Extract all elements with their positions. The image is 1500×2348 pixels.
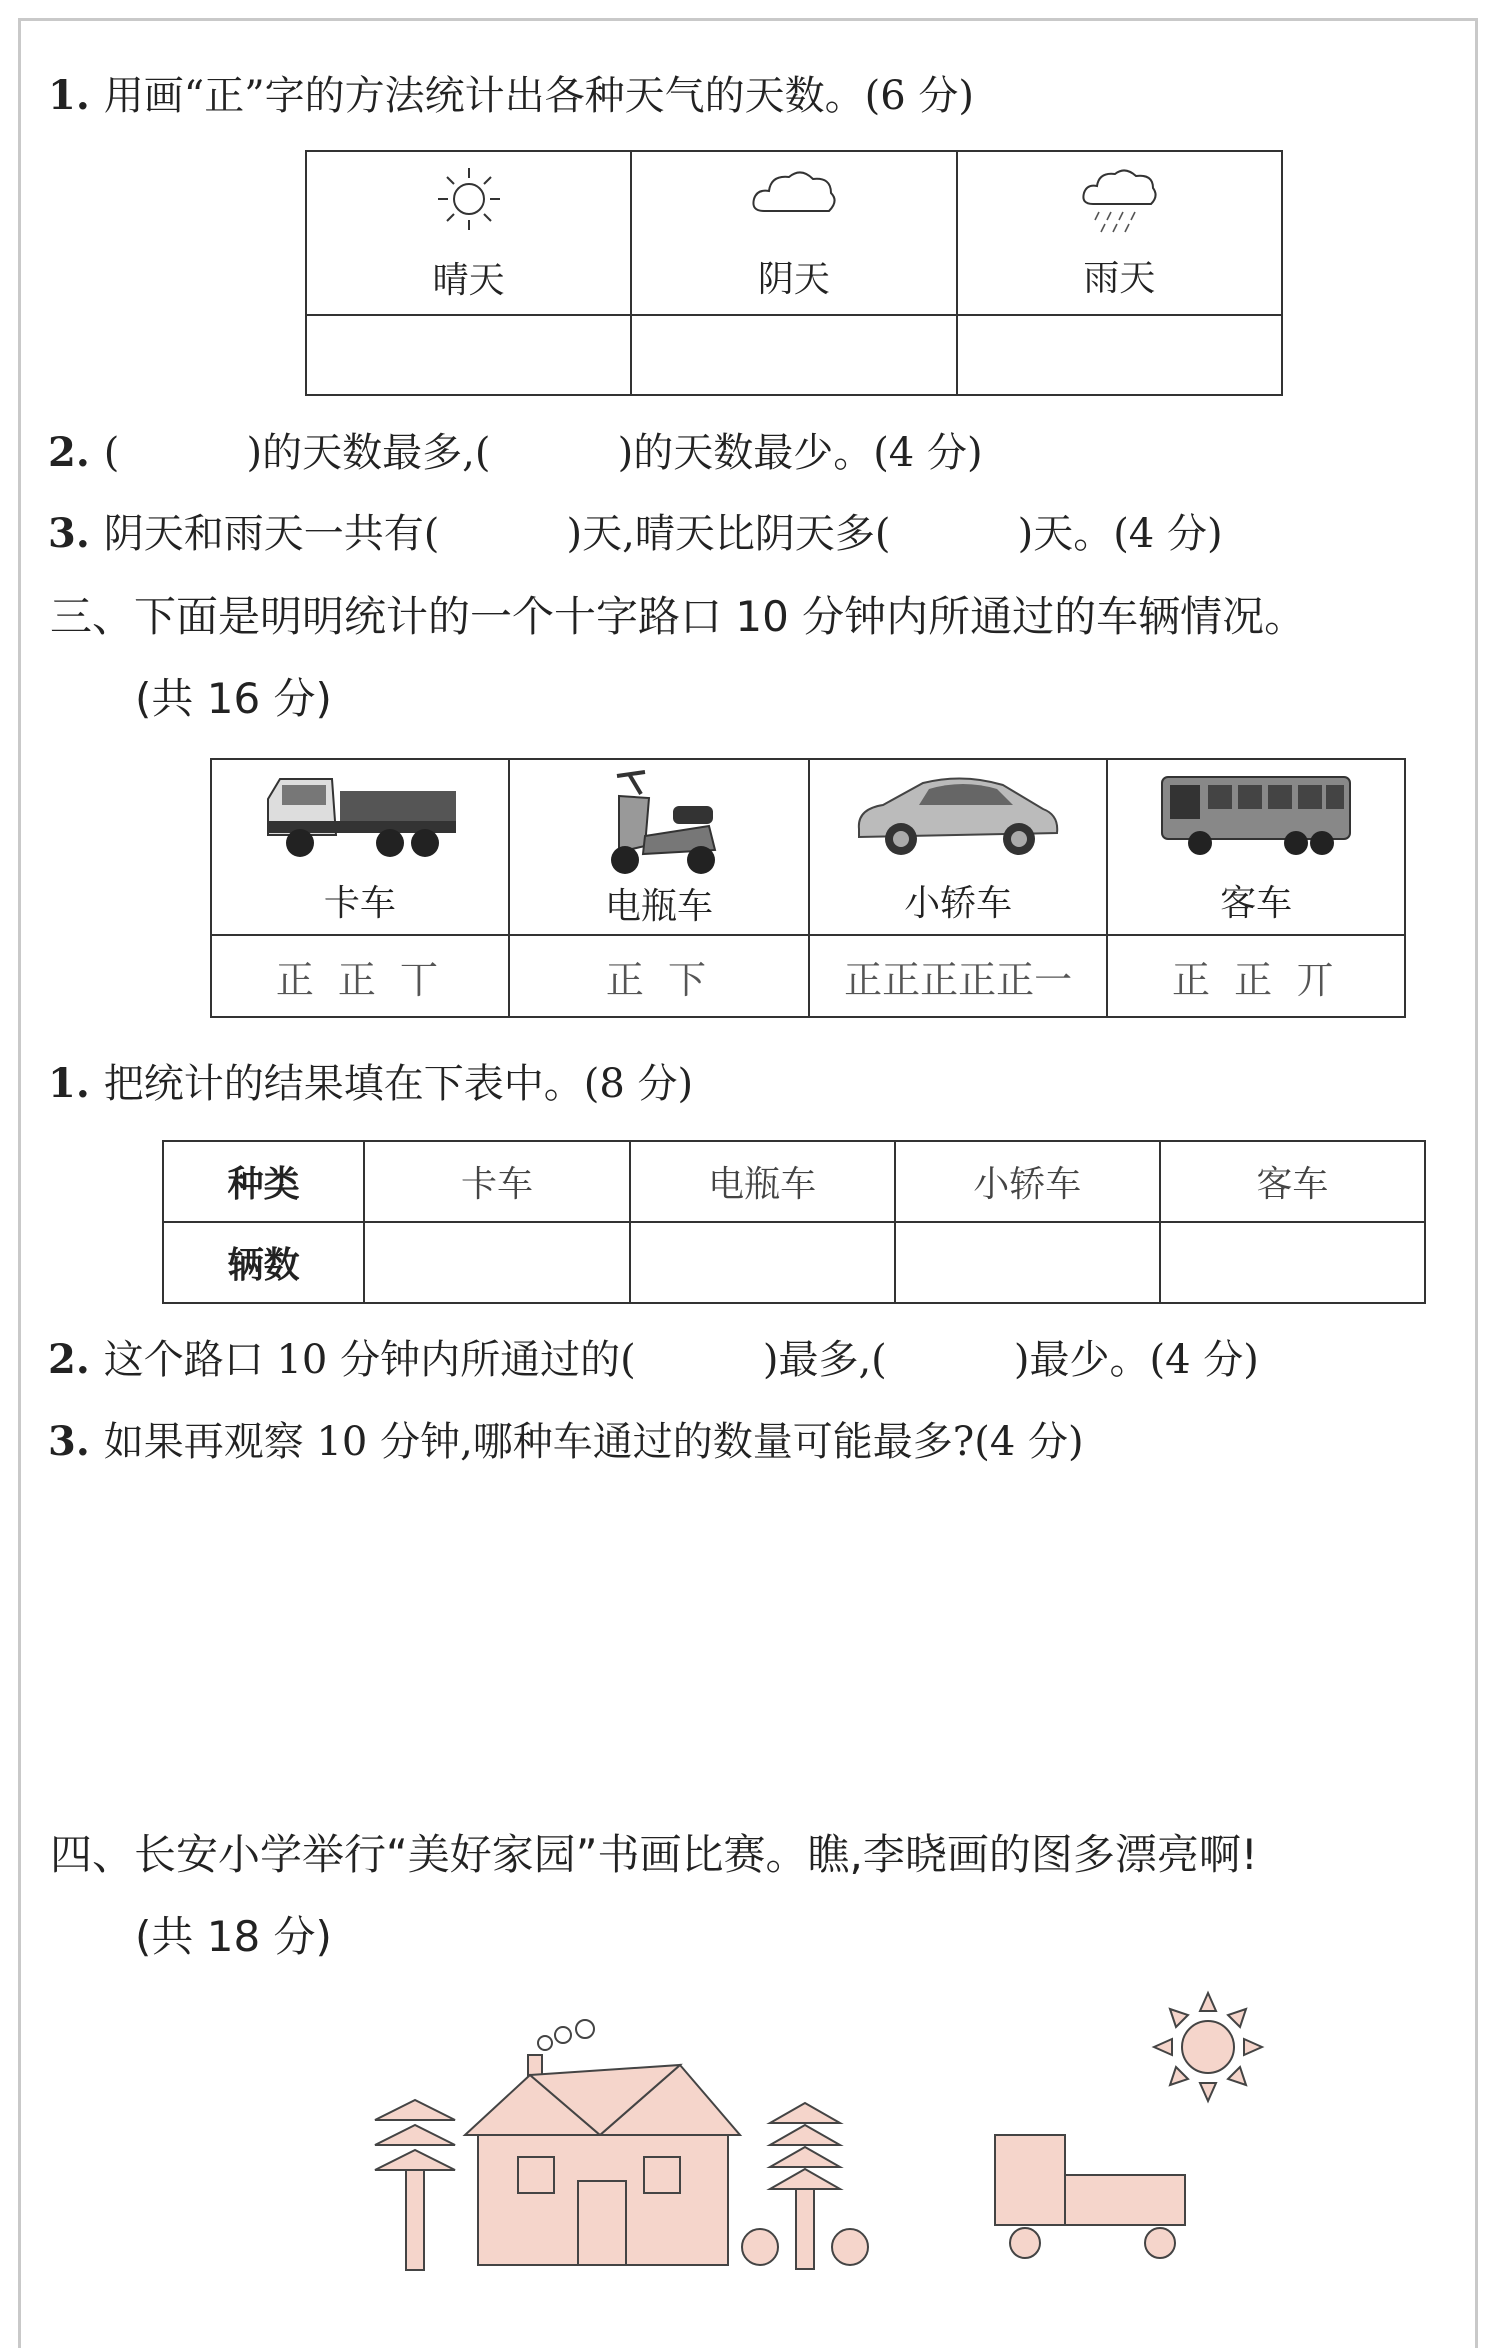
tree-right-shape (770, 2103, 840, 2269)
result-count-bus[interactable] (1160, 1222, 1425, 1303)
cloud-icon (749, 165, 839, 221)
vehicle-label-bus: 客车 (1220, 882, 1293, 924)
weather-answer-sunny[interactable] (306, 315, 631, 395)
rain-icon (1079, 166, 1159, 236)
tally-car: 正正正正正一 (809, 935, 1107, 1017)
vehicle-tally-table (210, 758, 1406, 1018)
result-head-count: 辆数 (163, 1222, 364, 1303)
result-head-kind: 种类 (163, 1141, 364, 1222)
weather-answer-cloudy[interactable] (631, 315, 956, 395)
section-3-question-2: 2. 这个路口 10 分钟内所通过的( )最多,( )最少。(4 分) (48, 1336, 1259, 1383)
sun-shape (1154, 1993, 1262, 2101)
weather-col-cloudy (631, 151, 956, 315)
vehicle-label-truck: 卡车 (323, 882, 396, 924)
vehicle-col-scooter (509, 759, 809, 935)
section-3-question-1: 1. 把统计的结果填在下表中。(8 分) (48, 1060, 694, 1107)
question-2: 2. ( )的天数最多,( )的天数最少。(4 分) (48, 429, 983, 476)
question-1: 1. 用画“正”字的方法统计出各种天气的天数。(6 分) (48, 72, 975, 119)
vehicle-col-bus (1107, 759, 1405, 935)
section-3-score: (共 16 分) (135, 674, 332, 723)
weather-label-cloudy: 阴天 (757, 258, 830, 300)
result-table (162, 1140, 1426, 1304)
result-header-truck: 卡车 (364, 1141, 629, 1222)
vehicle-col-truck (211, 759, 509, 935)
section-3-title: 三、下面是明明统计的一个十字路口 10 分钟内所通过的车辆情况。 (50, 592, 1307, 641)
tally-truck: 正 正 丅 (211, 935, 509, 1017)
vehicle-col-car (809, 759, 1107, 935)
result-count-car[interactable] (895, 1222, 1160, 1303)
result-header-car: 小轿车 (895, 1141, 1160, 1222)
tally-bus: 正 正 丌 (1107, 935, 1405, 1017)
truck-shape (995, 2135, 1185, 2258)
result-header-bus: 客车 (1160, 1141, 1425, 1222)
result-count-scooter[interactable] (630, 1222, 895, 1303)
weather-label-rainy: 雨天 (1083, 257, 1156, 299)
shape-drawing (360, 1985, 1280, 2295)
result-header-scooter: 电瓶车 (630, 1141, 895, 1222)
vehicle-label-scooter: 电瓶车 (604, 885, 713, 927)
question-3: 3. 阴天和雨天一共有( )天,晴天比阴天多( )天。(4 分) (48, 510, 1223, 557)
scooter-icon (589, 766, 729, 878)
weather-col-sunny (306, 151, 631, 315)
vehicle-label-car: 小轿车 (904, 882, 1013, 924)
section-4-title: 四、长安小学举行“美好家园”书画比赛。瞧,李晓画的图多漂亮啊! (50, 1830, 1258, 1879)
sun-icon (434, 164, 504, 234)
weather-table (305, 150, 1283, 396)
weather-col-rainy (957, 151, 1282, 315)
section-3-question-3: 3. 如果再观察 10 分钟,哪种车通过的数量可能最多?(4 分) (48, 1418, 1084, 1465)
truck-icon (260, 769, 460, 861)
result-count-truck[interactable] (364, 1222, 629, 1303)
bus-icon (1156, 769, 1356, 861)
weather-answer-rainy[interactable] (957, 315, 1282, 395)
weather-label-sunny: 晴天 (432, 259, 505, 301)
section-4-score: (共 18 分) (135, 1912, 332, 1961)
tally-scooter: 正 下 (509, 935, 809, 1017)
car-icon (853, 769, 1063, 861)
tree-left-shape (375, 2100, 455, 2270)
house-shape (465, 2055, 740, 2265)
